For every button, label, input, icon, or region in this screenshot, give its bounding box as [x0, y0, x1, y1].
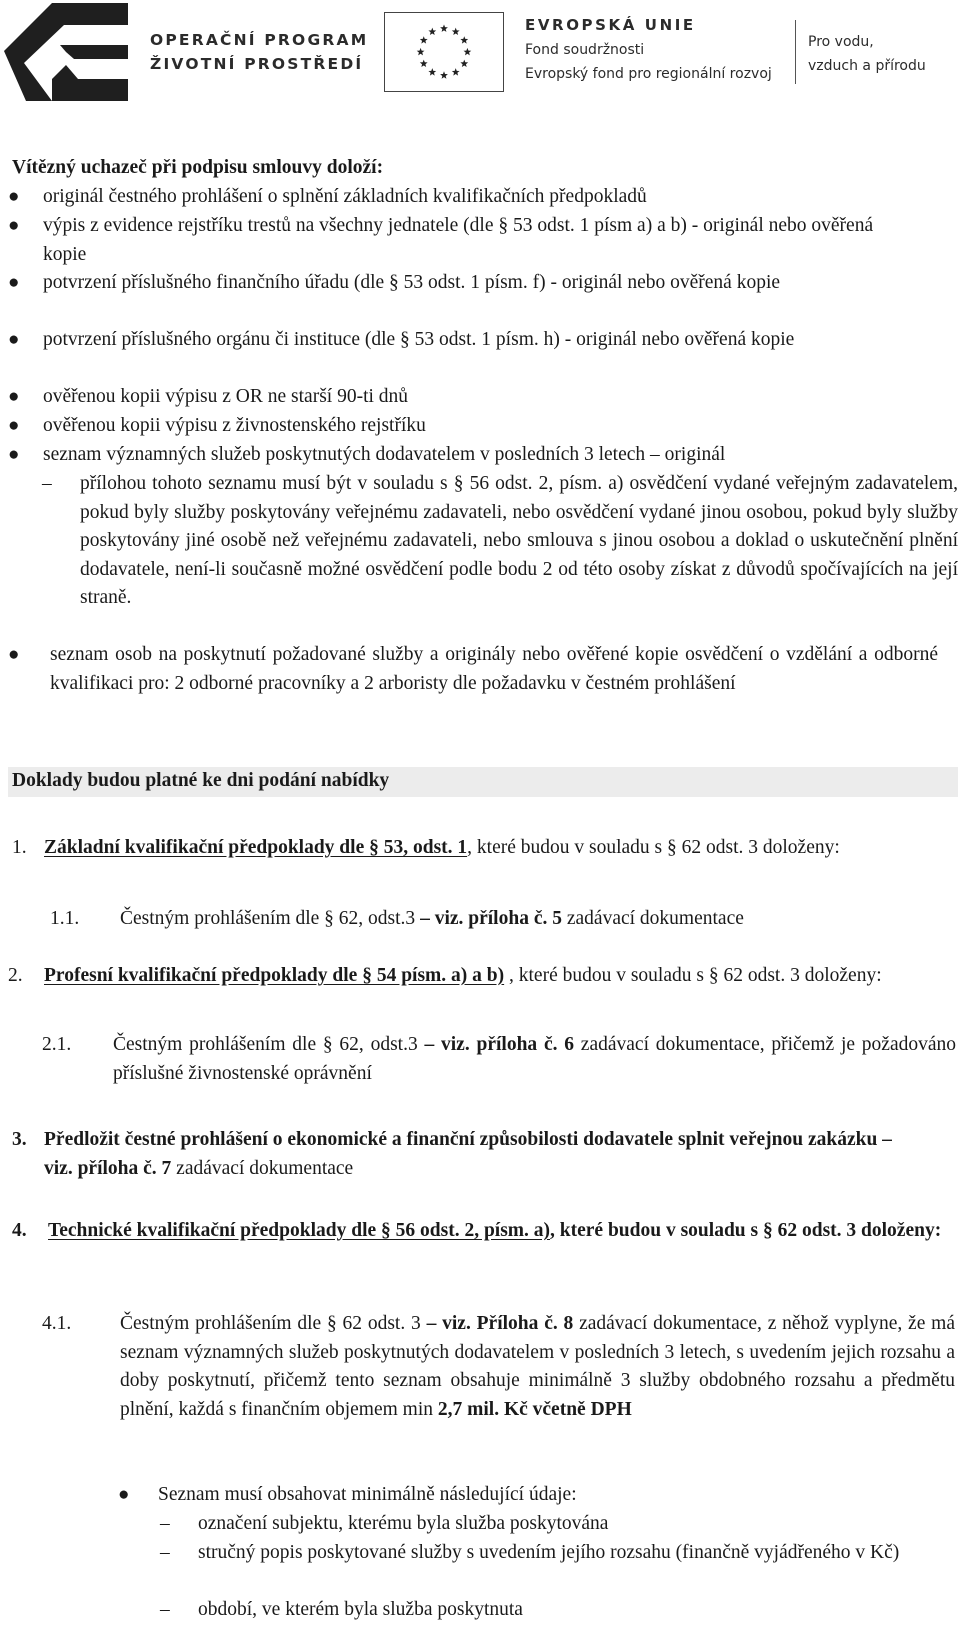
list-item: potvrzení příslušného finančního úřadu (dle § 53 odst. 1 písm. f) - originál nebo ověřená kopie [43, 272, 781, 293]
eu-title: EVROPSKÁ UNIE [525, 16, 696, 34]
section-1-title: Základní kvalifikační předpoklady dle § 53, odst. 1 [44, 837, 468, 858]
list-intro: Seznam musí obsahovat minimálně následující údaje: [158, 1484, 577, 1505]
list-item: ověřenou kopii výpisu z OR ne starší 90-ti dnů [43, 386, 409, 407]
bullet-icon: ● [8, 386, 20, 407]
bullet-icon: ● [8, 215, 20, 236]
list-item: potvrzení příslušného orgánu či instituce (dle § 53 odst. 1 písm. h) - originál nebo ověřená kopie [43, 329, 795, 350]
sub-text: zadávací dokumentace, přičemž je požadováno příslušné živnostenské oprávnění [113, 1034, 957, 1084]
section-number: 1. [12, 837, 27, 858]
section-number: 4. [12, 1220, 27, 1241]
subsection-2-1 [113, 1031, 956, 1088]
eu-star-icon [464, 48, 472, 55]
subsection-number: 4.1. [42, 1313, 72, 1334]
section-4-rest: , které budou v souladu s § 62 odst. 3 doloženy: [550, 1220, 942, 1241]
opzp-line2: ŽIVOTNÍ PROSTŘEDÍ [150, 55, 364, 73]
section-2-text [44, 962, 938, 991]
eu-star-icon [428, 68, 436, 75]
subsection-4-1 [120, 1310, 955, 1424]
eu-star-icon [417, 48, 425, 55]
eu-star-icon [420, 36, 428, 43]
validity-heading: Doklady budou platné ke dni podání nabídky [12, 770, 390, 791]
list-item: ověřenou kopii výpisu z živnostenského rejstříku [43, 415, 426, 436]
subsection-number: 1.1. [50, 908, 80, 929]
motto-line1: Pro vodu, [808, 34, 874, 50]
header-divider [795, 20, 796, 84]
list-item: výpis z evidence rejstříku trestů na všechny jednatele (dle § 53 odst. 1 písm a) a b) - originál nebo ověřená kopie [43, 215, 874, 265]
eu-star-icon [428, 28, 436, 35]
section-3-rest: zadávací dokumentace [171, 1157, 354, 1179]
eu-flag-icon [384, 12, 504, 92]
sub-text: zadávací dokumentace [561, 908, 744, 929]
sub-ref: – viz. příloha č. 5 [420, 908, 562, 929]
section-number: 3. [12, 1129, 27, 1150]
bullet-icon: ● [8, 415, 20, 436]
eu-star-icon [460, 36, 468, 43]
sub-text: Čestným prohlášením dle § 62, odst.3 [113, 1034, 425, 1055]
bullet-icon: ● [8, 329, 20, 350]
list-item: originál čestného prohlášení o splnění základních kvalifikačních předpokladů [43, 186, 647, 207]
eu-star-icon [460, 60, 468, 67]
sub-text: Čestným prohlášením dle § 62 odst. 3 [120, 1313, 427, 1334]
section-1-rest: , které budou v souladu s § 62 odst. 3 doloženy: [467, 837, 840, 858]
eu-star-icon [440, 25, 448, 32]
sub-list-item: přílohou tohoto seznamu musí být v souladu s § 56 odst. 2, písm. a) osvědčení vydané veřejným zadavatelem, pokud byly služby poskytovány veřejnému zadavateli, nebo osvědčení vydané jinou osobou, pokud byly služby poskytovány jiné osobě než veřejnému zadavateli, nebo smlouva s jinou osobou a doklad o uskutečnění plnění dodavatele, není-li současně možné osvědčení podle bodu 2 od této osoby získat z důvodů spočívajících na její straně. [80, 473, 958, 608]
bullet-icon: ● [118, 1484, 130, 1505]
subsection-number: 2.1. [42, 1034, 72, 1055]
motto [808, 30, 926, 78]
dash-icon: – [160, 1542, 170, 1563]
section-2-title: Profesní kvalifikační předpoklady dle § 54 písm. a) a b) [44, 965, 505, 986]
section-4-text [48, 1217, 954, 1246]
section-number: 2. [8, 965, 23, 986]
eu-fund-line1: Fond soudržnosti [525, 42, 645, 58]
eu-fund-line2: Evropský fond pro regionální rozvoj [525, 66, 772, 82]
winner-heading: Vítězný uchazeč při podpisu smlouvy doloží: [12, 157, 384, 178]
section-4-title: Technické kvalifikační předpoklady dle § 56 odst. 2, písm. a) [48, 1220, 551, 1241]
eu-star-icon [440, 71, 448, 78]
sub-amount: 2,7 mil. Kč včetně DPH [437, 1398, 632, 1420]
list-item: seznam osob na poskytnutí požadované služby a originály nebo ověřené kopie osvědčení o vzdělání a odborné kvalifikaci pro: 2 odborné pracovníky a 2 arboristy dle požadavku v čestném prohlášení [50, 644, 938, 694]
validity-band [8, 767, 958, 797]
list-item: označení subjektu, kterému byla služba poskytována [198, 1513, 609, 1534]
eu-star-icon [452, 68, 460, 75]
page-header [0, 0, 960, 105]
motto-line2: vzduch a přírodu [808, 58, 926, 74]
list-item: období, ve kterém byla služba poskytnuta [198, 1599, 523, 1620]
section-3-bold: Předložit čestné prohlášení o ekonomické a finanční způsobilosti dodavatele splnit veřejnou zakázku – viz. příloha č. 7 [44, 1129, 892, 1179]
eu-star-icon [420, 60, 428, 67]
section-1-text [44, 834, 938, 863]
dash-icon: – [160, 1599, 170, 1620]
bullet-icon: ● [8, 186, 20, 207]
bullet-icon: ● [8, 644, 20, 665]
dash-icon: – [42, 473, 52, 494]
section-3-text [44, 1126, 904, 1183]
sub-ref: – viz. Příloha č. 8 [426, 1313, 574, 1334]
sub-text: zadávací dokumentace, z něhož vyplyne, že má seznam významných služeb poskytnutých dodavatelem v posledních 3 letech, s uvedením jejich rozsahu a doby poskytnutí, přičemž tento seznam obsahuje minimálně 3 služby obdobného rozsahu a předmětu plnění, každá s finančním objemem min [120, 1313, 955, 1420]
bullet-icon: ● [8, 444, 20, 465]
eu-star-icon [452, 28, 460, 35]
opzp-line1: OPERAČNÍ PROGRAM [150, 31, 369, 49]
sub-text: Čestným prohlášením dle § 62, odst.3 [120, 908, 421, 929]
opzp-wordmark [150, 28, 368, 76]
bullet-icon: ● [8, 272, 20, 293]
dash-icon: – [160, 1513, 170, 1534]
subsection-1-1 [120, 905, 950, 934]
opzp-logo-icon [4, 3, 128, 101]
section-2-rest: , které budou v souladu s § 62 odst. 3 doloženy: [504, 965, 882, 986]
list-item: seznam významných služeb poskytnutých dodavatelem v posledních 3 letech – originál [43, 444, 726, 465]
list-item: stručný popis poskytované služby s uvedením jejího rozsahu (finančně vyjádřeného v Kč) [198, 1542, 900, 1563]
sub-ref: – viz. příloha č. 6 [424, 1034, 575, 1055]
